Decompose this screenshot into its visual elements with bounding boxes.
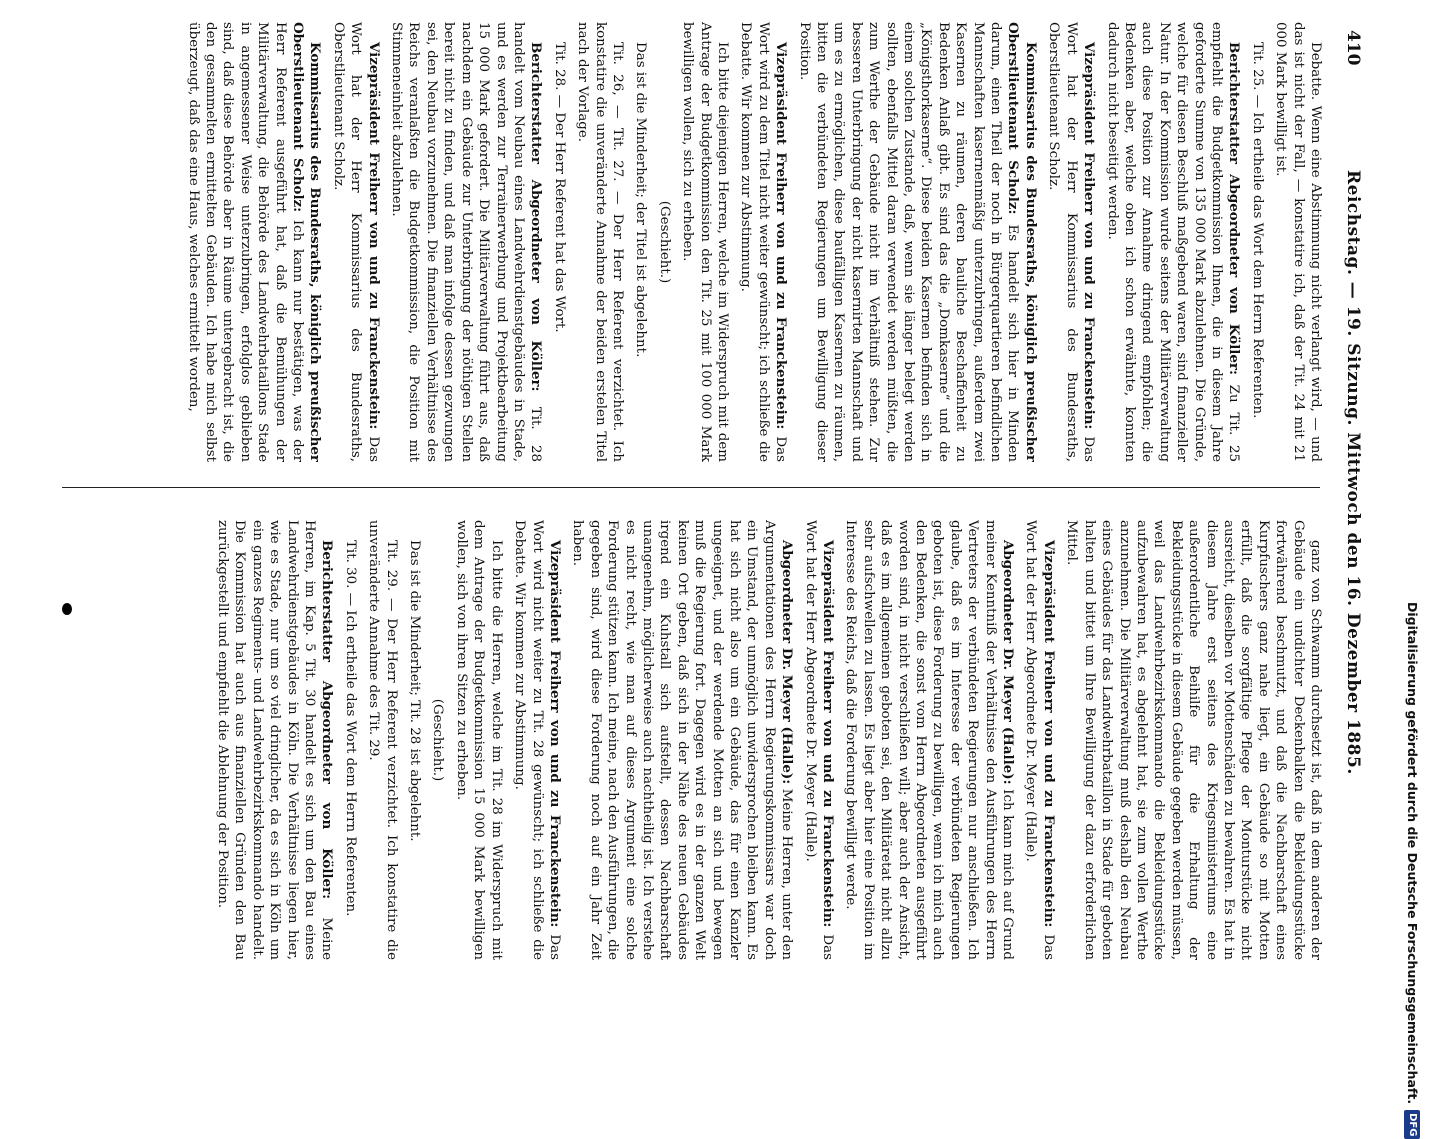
paragraph-text: Das Wort hat der Herr Abgeordnete Dr. Meyer (Halle). [1023,520,1056,960]
paragraph-text: Das ist die Minderheit; Tit. 28 ist abgelehnt. [407,540,423,842]
paragraph-text: Ich bitte diejenigen Herren, welche im Widerspruch mit dem Antrage der Budgetkommission den Tit. 25 mit 100 000 Mark bewilligen wollen, sich zu erheben. [680,22,730,462]
paragraph [655,22,672,462]
paragraph-text: Tit. 25. — Ich ertheile das Wort dem Herrn Referenten. [1249,42,1265,419]
paragraph-text: ganz von Schwamm durchsetzt ist, daß in dem anderen der Gebäude ein undichter Deckenbalken die Bekleidungsstücke fortwährend beschmutzt, und daß die Nachbarschaft eines Kurpfuschers ganz nahe liegt, ein Gebäude so mit Motten erfüllt, daß die sorgfältige Pflege der Monturstücke nicht ausreicht, dieselben vor Mottenschäden zu bewahren. Es hat in diesem Jahre erst seitens des Kriegsministeriums eine außerordentliche Beihilfe für die Erhaltung der Bekleidungsstücke in diesem Gebäude gegeben werden müssen, weil das Landwehrbezirkskommando die Bekleidungsstücke aufzubewahren hat, es abgelehnt hat, sie zum vollen Werthe anzunehmen. Die Militärverwaltung muß deshalb den Neubau eines Gebäudes für das Landwehrbataillon in Stade für geboten halten und bittet um Ihre Bewilligung der dazu erforderlichen Mittel. [1064,520,1323,960]
page-header [1328,30,1368,980]
paragraph-text: Ich kann mich auf Grund meiner Kenntniß der Verhältnisse den Ausführungen des Herrn Vertreters der verbündeten Regierungen nur anschließen. Ich glaube, daß es im Interesse der verbündeten Regierungen geboten ist, diese Forderung zu bewilligen, wenn ich mich auch den Bedenken, die sonst vom Herrn Abgeordneten ausgeführt worden sind, in nicht verschließen will; aber auch der Ansicht, daß es im allgemeinen geboten sei, den Militäretat nicht allzu sehr aufschwellen zu lassen. Es liegt aber hier eine Position im Interesse des Reichs, daß die Forderung bewilligt werde. [843,520,1016,960]
paragraph [329,22,381,462]
speaker-name: Abgeordneter Dr. Meyer (Halle): [779,540,796,785]
paragraph [1272,22,1324,462]
paragraph [214,520,336,960]
speaker-name: Vizepräsident Freiherr von und zu Franckenstein: [546,540,563,928]
speaker-name: Kommissarius des Bundesraths, königlich preußischer Oberstlieutenant Scholz: [1005,22,1039,462]
column-divider [62,487,1320,488]
paragraph [388,22,545,462]
paragraph [1022,520,1057,960]
dfg-logo: DFG [1404,1110,1420,1139]
speaker-name: Vizepräsident Freiherr von und zu Franckenstein: [1040,540,1057,928]
paragraph-text: Ich kann nur bestätigen, was der Herr Referent ausgeführt hat, daß die Bemühungen der Militärverwaltung, die Behörde des Landwehrbataillons Stade in angemessener Weise unterzubringen, erfolglos geblieben sind, daß diese Behörde aber in Räume untergebracht ist, die den gesammelten ermittelten Gebäuden. Ich habe mich selbst überzeugt, daß das eine Haus, welches ermittelt worden, [185,22,306,462]
paragraph [406,520,423,960]
paragraph-text: Das Wort wird nicht weiter zu Tit. 28 gewünscht; ich schließe die Debatte. Wir kommen zur Abstimmung. [512,520,562,960]
credit-text: Digitalisierung gefördert durch die Deutsche Forschungsgemeinschaft. [1405,602,1420,1105]
paragraph-text: Tit. 29. — Der Herr Referent verzichtet. Ich konstatire die unveränderte Annahme des Tit. 29. [366,520,399,960]
speaker-name: Vizepräsident Freiherr von und zu Franckenstein: [1081,42,1098,430]
speaker-name: Vizepräsident Freiherr von und zu Franckenstein: [773,42,790,430]
paragraph [679,22,731,462]
paragraph [184,22,323,462]
paragraph [453,520,505,960]
paragraph-text: Das Wort hat der Herr Kommissarius des Bundesraths, Oberstlieutenant Scholz. [330,22,381,462]
paragraph-text: Das Wort hat der Herr Kommissarius des Bundesraths, Oberstlieutenant Scholz. [1046,22,1097,462]
paragraph [842,520,1016,960]
paragraph-text: Tit. 28 handelt vom Neubau eines Landwehrdienstgebäudes in Stade, und es werden zur Terrainerwerbung und Projektbearbeitung 15 000 Mark gefordert. Die Militärverwaltung führt aus, daß nachdem ein Gebäude zur Unterbringung der nöthigen Stellen bereit nicht zu finden, und daß man infolge dessen gezwungen sei, den Neubau vorzunehmen. Die finanziellen Verhältnisse des Reichs veranlaßten die Budgetkommission, die Position mit Stimmeneinheit abzulehnen. [389,22,544,462]
paragraph [341,520,358,960]
paragraph [574,22,626,462]
paragraph-text: Meine Herren, im Kap. 5 Tit. 30 handelt es sich um den Bau eines Landwehrdienstgebäudes in Köln. Die Verhältnisse liegen hier, wie es Stade, nur um so viel dringlicher, da es sich in Köln um ein ganzes Regiments- und Landwehrbezirkskommando handelt. Die Kommission hat auch aus finanziellen Gründen den Bau zurückgestellt und empfiehlt die Ablehnung der Position. [215,520,335,960]
paragraph [550,22,567,462]
paragraph [795,22,1039,462]
paragraph-text: Tit. 28. — Der Herr Referent hat das Wort. [551,42,567,333]
paragraph [1248,22,1265,462]
paragraph-text: Es handelt sich hier in Minden darum, einen Theil der noch in Bürgerquartieren befindlichen Mannschaften kasernenmäßig unterzubringen, außerdem zwei Kasernen zu räumen, deren bauliche Beschaffenheit zu Bedenken Anlaß gibt. Es sind das die „Domkaserne“ und die „Königsthorkaserne“. Diese beiden Kasernen befinden sich in einem solchen Zustande, daß, wenn sie länger belegt werden sollten, ebenfalls Mittel daran verwendet werden müßten, die zum Werthe der Gebäude nicht im Verhältniß stehen. Zur besseren Unterbringung der nicht kasernirten Mannschaft und um es zu ermöglichen, diese baufälligen Kasernen zu räumen, bitten die verbündeten Regierungen um Bewilligung dieser Position. [796,22,1021,462]
speaker-name: Berichterstatter Abgeordneter von Köller: [528,42,545,392]
paragraph [1045,22,1097,462]
digitization-credit-text [1398,602,1426,1137]
speaker-name: Vizepräsident Freiherr von und zu Franckenstein: [365,42,382,430]
scan-mark [62,603,72,615]
paragraph-text: Zu Tit. 25 empfiehlt die Budgetkommission Ihnen, die in diesem Jahre geforderte Summe von 135 000 Mark abzulehnen. Die Gründe, welche für diesen Beschluß maßgebend waren, sind finanzieller Natur. In der Kommission wurde seitens der Militärverwaltung auch diese Position zur Annahme dringend empfohlen; die Bedenken aber, welche oben ich schon erwähnte, konnten dadurch nicht beseitigt werden. [1104,22,1242,462]
paragraph-text: Debatte. Wenn eine Abstimmung nicht verlangt wird, — und das ist nicht der Fall, — konstatire ich, daß der Tit. 24 mit 21 000 Mark bewilligt ist. [1273,22,1323,462]
paragraph [511,520,563,960]
speaker-name: Berichterstatter Abgeordneter von Köller: [319,540,336,900]
speaker-name: Berichterstatter Abgeordneter von Köller: [1226,42,1243,375]
paragraph-text: Das Wort wird zu dem Titel nicht weiter gewünscht; ich schließe die Debatte. Wir kommen zur Abstimmung. [738,22,789,462]
paragraph-text: Das Wort hat der Herr Abgeordnete Dr. Meyer (Halle). [802,520,836,960]
paragraph-text: Das ist die Minderheit; der Titel ist abgelehnt. [633,42,649,358]
rotated-document-page [56,0,1376,1000]
paragraph [632,22,649,462]
page-number: 410 [1343,30,1363,66]
speaker-name: Kommissarius des Bundesraths, königlich preußischer Oberstlieutenant Scholz: [290,22,324,462]
paragraph-text: (Geschieht.) [430,698,446,782]
paragraph [801,520,836,960]
paragraph [429,520,446,960]
running-head: Reichstag. — 19. Sitzung. Mittwoch den 16. Dezember 1885. [1343,170,1363,775]
paragraph [365,520,400,960]
digitization-credit [1398,602,1426,1137]
left-column [64,22,1324,462]
paragraph-text: Tit. 30. — Ich ertheile das Wort dem Herrn Referenten. [342,540,358,917]
paragraph [569,520,795,960]
paragraph [1063,520,1324,960]
paragraph-text: Meine Herren, unter den Argumentationen des Herrn Regierungskommissars war doch ein Umstand, der unmöglich unwidersprochen bleiben kann. Es hat sich nicht also um ein Gebäude, das für einen Kanzler ungeeignet, und der werdende Motten an sich und bewegen muß die Regierung fort. Dagegen wird es in der ganzen Welt keinen Ort geben, daß sich in der Nähe des neuen Gebäudes irgend ein Kuhstall sich aufstellt, dessen Nachbarschaft unangenehm, möglicherweise auch nachtheilig ist. Ich verstehe es nicht recht, wie man auf dieses Argument eine solche Forderung stützen kann. Ich meine, nach den Ausführungen, die gegeben sind, wird diese Forderung noch auf ein Jahr Zeit haben. [570,520,795,960]
paragraph [1103,22,1242,462]
paragraph-text: (Geschieht.) [656,200,672,284]
paragraph-text: Ich bitte die Herren, welche im Tit. 28 im Widerspruch mit dem Antrage der Budgetkommission 15 000 Mark bewilligen wollen, sich von ihren Sitzen zu erheben. [453,520,504,960]
paragraph [737,22,789,462]
speaker-name: Vizepräsident Freiherr von und zu Franckenstein: [820,540,837,928]
paragraph-text: Tit. 26, — Tit. 27. — Der Herr Referent verzichtet. Ich konstatire die unveränderte Annahme der beiden erstelen Titel nach der Vorlage. [575,22,625,462]
speaker-name: Abgeordneter Dr. Meyer (Halle): [1000,540,1017,785]
right-column [64,520,1324,960]
